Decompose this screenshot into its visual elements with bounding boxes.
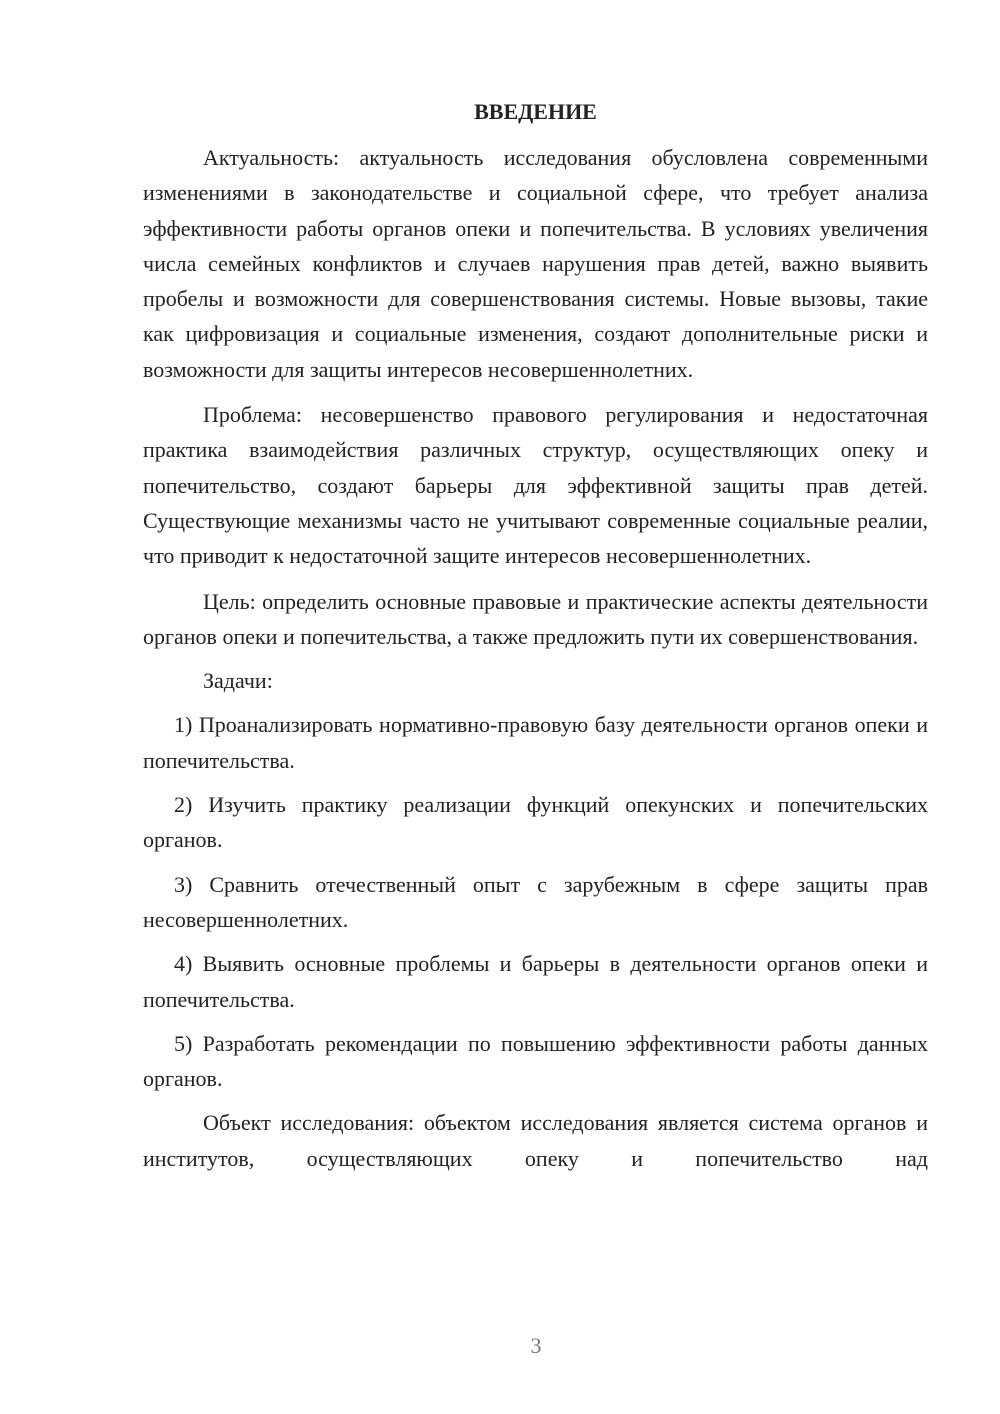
relevance-paragraph: Актуальность: актуальность исследования обусловлена современными изменениями в законодательстве и социальной сфере, что требует анализа эффективности работы органов опеки и попечительства. В условиях увеличения числа семейных конфликтов и случаев нарушения прав детей, важно выявить пробелы и возможности для совершенствования системы. Новые вызовы, такие как цифровизация и социальные изменения, создают дополнительные риски и возможности для защиты интересов несовершеннолетних.: [143, 145, 928, 382]
problem-paragraph: Проблема: несовершенство правового регулирования и недостаточная практика взаимодействия различных структур, осуществляющих опеку и попечительство, создают барьеры для эффективной защиты прав детей. Существующие механизмы часто не учитывают современные социальные реалии, что приводит к недостаточной защите интересов несовершеннолетних.: [143, 402, 928, 569]
task-item: 5) Разработать рекомендации по повышению эффективности работы данных органов.: [143, 1030, 928, 1092]
task-item: 3) Сравнить отечественный опыт с зарубежным в сфере защиты прав несовершеннолетних.: [143, 871, 928, 932]
page-title: ВВЕДЕНИЕ: [474, 99, 597, 124]
page-number: 3: [530, 1333, 542, 1358]
goal-paragraph: Цель: определить основные правовые и практические аспекты деятельности органов опеки и попечительства, а также предложить пути их совершенствования.: [143, 588, 928, 649]
document-body: [143, 140, 928, 1176]
tasks-heading: Задачи:: [203, 668, 273, 694]
task-item: 1) Проанализировать нормативно-правовую базу деятельности органов опеки и попечительства.: [143, 712, 928, 773]
tasks-list: [143, 707, 928, 1096]
object-paragraph: Объект исследования: объектом исследования является система органов и институтов, осуществляющих опеку и попечительство над: [143, 1110, 928, 1171]
task-item: 4) Выявить основные проблемы и барьеры в деятельности органов опеки и попечительства.: [143, 951, 928, 1012]
task-item: 2) Изучить практику реализации функций опекунских и попечительских органов.: [143, 792, 928, 853]
